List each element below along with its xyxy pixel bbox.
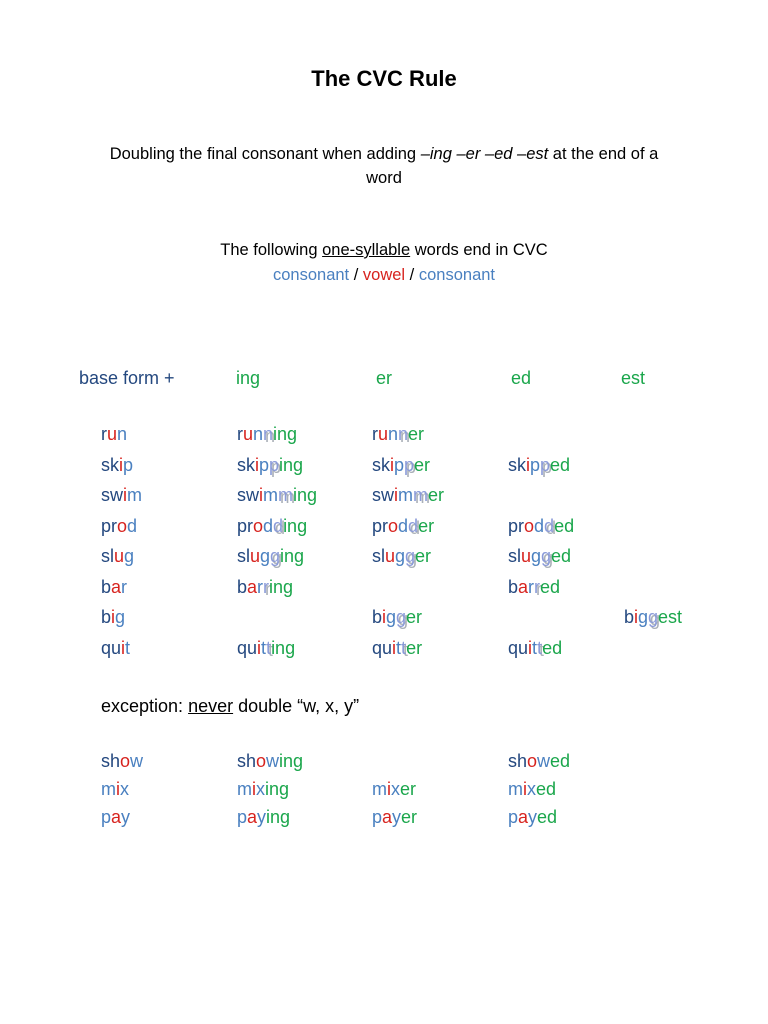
- word-part: o: [256, 751, 267, 771]
- word-part: qu: [237, 637, 258, 658]
- word-part: d d: [544, 516, 554, 536]
- word-part: sk: [101, 454, 119, 475]
- word-part: er: [401, 807, 418, 827]
- word-part: n: [253, 424, 264, 444]
- intro-text: [90, 142, 678, 190]
- word-part: sw: [372, 485, 394, 505]
- pattern-vowel: vowel: [362, 266, 406, 284]
- word-base: [101, 455, 133, 476]
- exception-post: double “w, x, y”: [233, 696, 360, 716]
- word-er: [372, 779, 416, 800]
- word-part: y: [392, 807, 402, 827]
- word-est: [624, 607, 682, 628]
- word-part: i: [123, 485, 127, 505]
- word-base: [101, 424, 127, 445]
- word-ing: [237, 516, 307, 537]
- word-part: w: [130, 751, 144, 771]
- word-part: i: [634, 607, 639, 627]
- word-ing: [237, 807, 290, 828]
- word-part: p: [259, 454, 270, 475]
- word-part: g: [638, 607, 649, 627]
- word-part: p: [530, 454, 541, 475]
- word-base: [101, 577, 127, 598]
- word-part: g: [124, 546, 135, 566]
- word-part: ing: [283, 515, 308, 536]
- word-part: sl: [372, 546, 385, 566]
- word-part: u: [250, 546, 261, 566]
- word-part: er: [415, 546, 432, 566]
- intro-suffix-end: at the end of a word: [366, 145, 659, 187]
- word-part: b: [624, 607, 635, 627]
- word-part: i: [390, 454, 394, 475]
- cvc-pattern: [0, 263, 768, 288]
- word-base: [101, 546, 134, 567]
- header-er: er: [376, 368, 393, 388]
- word-part: m: [508, 779, 523, 799]
- word-part: o: [388, 515, 399, 536]
- word-part: r r: [263, 577, 269, 597]
- note-post: words end in CVC: [410, 241, 548, 259]
- word-er: [372, 424, 424, 445]
- word-part: x: [527, 779, 536, 799]
- word-part: a: [247, 807, 258, 827]
- word-part: ing: [266, 807, 291, 827]
- word-base: [101, 751, 143, 772]
- word-part: g: [260, 546, 271, 566]
- word-part: p: [372, 807, 383, 827]
- word-part: i: [116, 779, 120, 799]
- word-er: [372, 546, 431, 567]
- word-part: ed: [550, 751, 571, 771]
- word-part: ed: [536, 779, 557, 799]
- word-part: a: [111, 576, 122, 597]
- word-part: u: [107, 424, 118, 444]
- word-base: [101, 779, 129, 800]
- word-base: [101, 516, 137, 537]
- word-part: ing: [265, 779, 290, 799]
- word-base: [101, 807, 130, 828]
- word-part: est: [658, 607, 683, 627]
- word-part: ing: [271, 637, 296, 658]
- word-part: d: [398, 515, 409, 536]
- word-part: g g: [270, 546, 280, 566]
- word-part: y: [121, 807, 131, 827]
- word-er: [372, 607, 422, 628]
- word-part: ed: [551, 546, 572, 566]
- word-part: sk: [237, 454, 255, 475]
- word-part: er: [400, 779, 417, 799]
- page-title: The CVC Rule: [311, 66, 457, 91]
- word-part: qu: [101, 637, 122, 658]
- word-part: n: [117, 424, 128, 444]
- word-part: i: [121, 637, 126, 658]
- word-part: b: [237, 576, 248, 597]
- word-part: t: [261, 637, 267, 658]
- word-part: ed: [550, 454, 571, 475]
- word-part: sk: [508, 454, 526, 475]
- word-part: ed: [537, 807, 558, 827]
- word-ed: [508, 516, 574, 537]
- word-part: t t: [266, 638, 271, 658]
- word-part: ed: [540, 576, 561, 597]
- word-part: t: [396, 637, 402, 658]
- word-part: sh: [508, 751, 528, 771]
- word-part: t t: [537, 638, 542, 658]
- word-part: i: [119, 454, 123, 475]
- word-part: o: [524, 515, 535, 536]
- word-part: g: [386, 607, 397, 627]
- word-part: w: [537, 751, 551, 771]
- word-part: u: [521, 546, 532, 566]
- word-part: pr: [237, 515, 254, 536]
- word-ing: [237, 546, 304, 567]
- word-part: g g: [405, 546, 415, 566]
- word-er: [372, 455, 430, 476]
- word-part: ing: [279, 454, 304, 475]
- word-part: p: [237, 807, 248, 827]
- word-part: pr: [508, 515, 525, 536]
- word-part: m: [127, 485, 142, 505]
- word-part: ing: [280, 546, 305, 566]
- pattern-consonant-1: consonant: [272, 266, 350, 284]
- word-part: b: [372, 607, 383, 627]
- word-part: i: [394, 485, 398, 505]
- word-part: sw: [101, 485, 123, 505]
- word-ed: [508, 751, 570, 772]
- word-part: pr: [101, 515, 118, 536]
- word-part: m m: [413, 485, 428, 505]
- word-part: er: [406, 607, 423, 627]
- word-part: o: [117, 515, 128, 536]
- pattern-sep-1: /: [349, 266, 363, 284]
- word-part: m: [372, 779, 387, 799]
- word-part: a: [518, 807, 529, 827]
- word-part: p: [508, 807, 519, 827]
- intro-prefix: Doubling the final consonant when adding: [109, 145, 421, 163]
- header-ed: ed: [511, 368, 532, 388]
- word-part: b: [101, 607, 112, 627]
- word-part: d: [263, 515, 274, 536]
- word-ing: [237, 424, 297, 445]
- word-part: a: [247, 576, 258, 597]
- word-part: sh: [237, 751, 257, 771]
- exception-line: [101, 696, 359, 717]
- word-part: u: [378, 424, 389, 444]
- word-part: r: [257, 576, 264, 597]
- word-part: er: [428, 485, 445, 505]
- word-part: i: [392, 637, 397, 658]
- word-part: i: [257, 637, 262, 658]
- word-part: ing: [279, 751, 304, 771]
- word-ing: [237, 455, 303, 476]
- word-ing: [237, 577, 293, 598]
- note-underlined: one-syllable: [322, 241, 411, 259]
- word-part: sl: [101, 546, 114, 566]
- word-part: p p: [540, 455, 550, 475]
- word-part: u: [385, 546, 396, 566]
- word-part: a: [518, 576, 529, 597]
- word-base: [101, 638, 130, 659]
- word-part: m: [263, 485, 278, 505]
- header-ing: ing: [236, 368, 261, 388]
- word-part: i: [387, 779, 391, 799]
- word-ed: [508, 577, 560, 598]
- word-part: p: [101, 807, 112, 827]
- word-ing: [237, 751, 303, 772]
- word-part: p: [394, 454, 405, 475]
- word-part: er: [408, 424, 425, 444]
- exception-pre: exception:: [101, 696, 189, 716]
- word-part: i: [255, 454, 259, 475]
- word-part: n: [388, 424, 399, 444]
- word-part: er: [418, 515, 435, 536]
- word-part: ing: [293, 485, 318, 505]
- word-part: d: [127, 515, 138, 536]
- cvc-note: [0, 238, 768, 288]
- word-part: y: [528, 807, 538, 827]
- word-part: p p: [269, 455, 279, 475]
- word-part: m: [101, 779, 116, 799]
- word-part: ed: [554, 515, 575, 536]
- word-part: pr: [372, 515, 389, 536]
- word-part: m m: [278, 485, 293, 505]
- word-part: o: [527, 751, 538, 771]
- word-part: i: [252, 779, 256, 799]
- word-part: b: [101, 576, 112, 597]
- header-est: est: [621, 368, 646, 388]
- word-part: t: [125, 637, 131, 658]
- word-part: n n: [263, 424, 273, 444]
- word-part: sl: [237, 546, 250, 566]
- word-part: p: [123, 454, 134, 475]
- word-part: sh: [101, 751, 121, 771]
- word-ing: [237, 638, 295, 659]
- pattern-consonant-2: consonant: [418, 266, 496, 284]
- word-er: [372, 807, 417, 828]
- word-part: w: [266, 751, 280, 771]
- word-part: sw: [237, 485, 259, 505]
- word-ed: [508, 807, 557, 828]
- word-part: er: [406, 637, 423, 658]
- word-part: g: [395, 546, 406, 566]
- header-base-form: base form +: [79, 368, 175, 388]
- word-part: y: [257, 807, 267, 827]
- word-er: [372, 485, 444, 506]
- word-part: t: [532, 637, 538, 658]
- word-ing: [237, 779, 289, 800]
- word-er: [372, 516, 434, 537]
- word-ed: [508, 455, 570, 476]
- word-part: x: [120, 779, 129, 799]
- word-part: m: [398, 485, 413, 505]
- word-ed: [508, 779, 556, 800]
- word-part: ed: [542, 637, 563, 658]
- word-part: u: [114, 546, 125, 566]
- word-part: i: [528, 637, 533, 658]
- word-part: b: [508, 576, 519, 597]
- word-part: sl: [508, 546, 521, 566]
- word-part: er: [414, 454, 431, 475]
- word-part: sk: [372, 454, 390, 475]
- word-part: o: [120, 751, 131, 771]
- word-part: i: [523, 779, 527, 799]
- word-part: d d: [273, 516, 283, 536]
- word-part: a: [382, 807, 393, 827]
- word-ed: [508, 546, 571, 567]
- word-part: g g: [648, 607, 658, 627]
- word-part: x: [391, 779, 400, 799]
- word-ed: [508, 638, 562, 659]
- word-part: i: [382, 607, 387, 627]
- word-part: n n: [398, 424, 408, 444]
- word-part: r: [528, 576, 535, 597]
- word-part: a: [111, 807, 122, 827]
- word-part: r: [372, 424, 378, 444]
- word-part: d d: [408, 516, 418, 536]
- word-part: qu: [372, 637, 393, 658]
- word-part: ing: [273, 424, 298, 444]
- word-part: g g: [541, 546, 551, 566]
- word-part: r: [121, 576, 128, 597]
- word-part: ing: [269, 576, 294, 597]
- intro-suffixes: –ing –er –ed –est: [420, 145, 549, 163]
- word-part: i: [111, 607, 116, 627]
- word-part: p p: [404, 455, 414, 475]
- word-part: r: [237, 424, 243, 444]
- word-part: qu: [508, 637, 529, 658]
- word-part: g g: [396, 607, 406, 627]
- exception-underlined: never: [188, 696, 234, 716]
- word-part: u: [243, 424, 254, 444]
- word-er: [372, 638, 422, 659]
- word-part: g: [531, 546, 542, 566]
- word-part: d: [534, 515, 545, 536]
- word-part: x: [256, 779, 265, 799]
- word-part: i: [259, 485, 263, 505]
- word-part: m: [237, 779, 252, 799]
- word-base: [101, 485, 142, 506]
- word-part: i: [526, 454, 530, 475]
- word-part: g: [115, 607, 126, 627]
- word-part: t t: [401, 638, 406, 658]
- word-part: r r: [534, 577, 540, 597]
- pattern-sep-2: /: [405, 266, 419, 284]
- cvc-note-line: [0, 238, 768, 263]
- word-ing: [237, 485, 317, 506]
- word-part: o: [253, 515, 264, 536]
- note-pre: The following: [220, 241, 323, 259]
- word-base: [101, 607, 125, 628]
- word-part: r: [101, 424, 107, 444]
